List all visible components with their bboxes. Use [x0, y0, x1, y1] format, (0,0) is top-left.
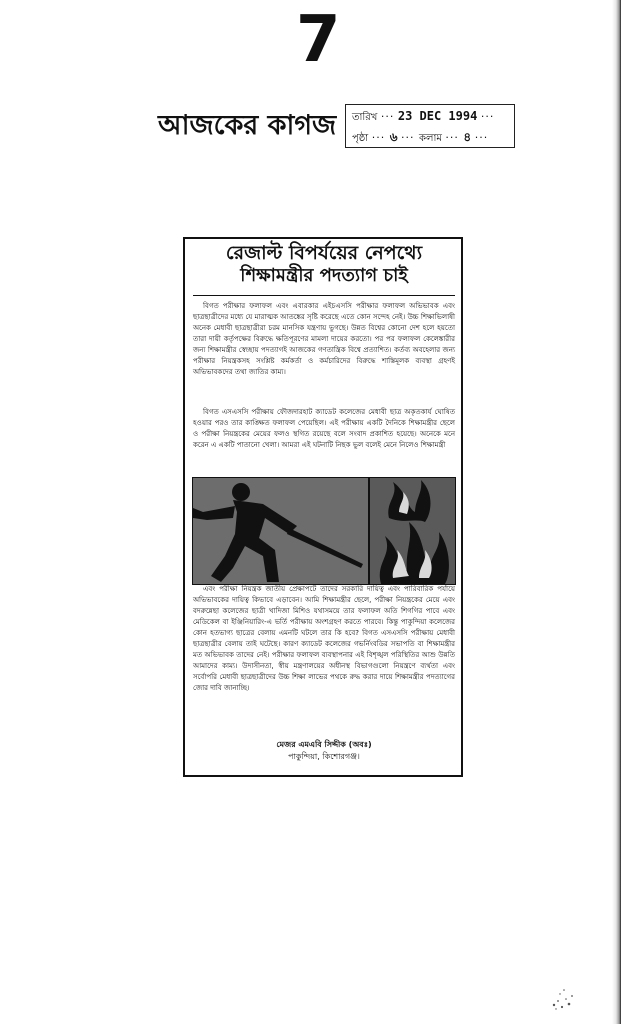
stamp-column-label: কলাম — [419, 133, 442, 144]
handwritten-number: 7 — [296, 3, 339, 77]
stamp-page-row: পৃষ্ঠা ··· ৬ ··· কলাম ··· ৪ ··· — [352, 130, 489, 144]
stamp-page-label: পৃষ্ঠা — [352, 133, 369, 144]
article-signature — [193, 739, 455, 763]
illustration-figure-and-flames — [193, 478, 455, 584]
headline-line-2: শিক্ষামন্ত্রীর পদত্যাগ চাই — [240, 264, 408, 286]
stamp-date-label: তারিখ — [352, 112, 378, 123]
headline-rule — [193, 295, 455, 296]
stamp-page-value: ৬ — [389, 130, 398, 144]
headline-line-1: রেজাল্ট বিপর্যয়ের নেপথ্যে — [225, 242, 423, 264]
article-illustration — [192, 477, 456, 585]
newspaper-clipping — [183, 237, 463, 777]
stamp-date-value: 23 DEC 1994 — [397, 109, 478, 123]
stamp-column-value: ৪ — [463, 130, 472, 144]
article-paragraph-2: বিগত এসএসসি পরীক্ষায় ফৌজদারহাট ক্যাডেট কলেজের মেধাবী ছাত্র অকৃতকার্য ঘোষিত হওয়ার পরও তার কাঙ্ক্ষিত ফলাফল পেয়েছিল। এই পরীক্ষায় একটি দৈনিকে শিক্ষামন্ত্রীর ছেলে ও পরীক্ষা নিয়ন্ত্রকের মেয়ের ফলও স্থগিত রয়েছে বলে সংবাদ প্রকাশিত হয়েছে। অনেকে মনে করেন এ একটি পাতানো খেলা। আমরা এই ঘটনাটি নিছক ভুল বলেই মেনে নিলেও শিক্ষামন্ত্রী — [193, 408, 455, 449]
newspaper-masthead: আজকের কাগজ — [158, 110, 337, 141]
article-paragraph-3: এবং পরীক্ষা নিয়ন্ত্রক জাতীয় প্রেক্ষাপটে তাদের সরকারি দায়িত্ব এবং পারিবারিক পর্যায়ে অভিভাবকের দায়িত্ব কিভাবে এড়াবেন। আমি শিক্ষামন্ত্রীর ছেলে, পরীক্ষা নিয়ন্ত্রকের মেয়ে এবং বদরুন্নেছা কলেজের ছাত্রী খাদিজা মিশিও যথাসময়ে তার ফলাফল অতি শিগগির পাবে এবং মেডিকেল বা ইঞ্জিনিয়ারিং-এ ভর্তি পরীক্ষায় অংশগ্রহণ করতে পারবে। কিন্তু পাকুন্দিয়া কলেজের কোন হতভাগ্য ছাত্রের বেলায় এমনটি ঘটলে তার কি হবে? বিগত এসএসসি পরীক্ষায় মেধাবী ছাত্রছাত্রীর বেলায় তাই ঘটেছে। কারণ ক্যাডেট কলেজের গভর্নিংবডির সভাপতি বা শিক্ষামন্ত্রীর মত অভিভাবক তাদের নেই। পরীক্ষার ফলাফল ব্যবস্থাপনার এই বিশৃঙ্খল পরিস্থিতির আশু উন্নতি আমাদের কাম্য। উদাসীনতা, স্বীয় মন্ত্রণালয়ের অধীনস্থ বিভাগগুলো নিয়ন্ত্রণে ব্যর্থতা এবং সর্বোপরি মেধাবী ছাত্রছাত্রীদের উচ্চ শিক্ষা লাভের পথকে রুদ্ধ করার দায়ে শিক্ষামন্ত্রীর পদত্যাগের জোর দাবি জানাচ্ছি। — [193, 585, 455, 692]
article-paragraph-1: বিগত পরীক্ষার ফলাফল এবং এবারকার এইচএসসি পরীক্ষার ফলাফল অভিভাবক এবং ছাত্রছাত্রীদের মধ্যে যে মারাত্মক আতঙ্কের সৃষ্টি করেছে এতে কোন সন্দেহ নেই। উচ্চ শিক্ষাভিলাষী অনেক মেধাবী ছাত্রছাত্রীরা চরম মানসিক যন্ত্রণায় ভুগছে। উন্নত বিশ্বের কোনো দেশ হলে হয়তো তারা দায়ী কর্তৃপক্ষের বিরুদ্ধে ক্ষতিপূরণের মামলা দায়ের করতো। পর পর ফলাফল কেলেঙ্কারীর জন্য শিক্ষামন্ত্রীর স্বেচ্ছায় পদত্যাগই আজকের গণতান্ত্রিক বিশ্বে প্রত্যাশিত। কর্তব্য অবহেলার জন্য পরীক্ষার নিয়ন্ত্রকসহ সংশ্লিষ্ট কর্মকর্তা ও কর্মচারিদের বিরুদ্ধে শাস্তিমূলক ব্যবস্থা গ্রহণই অভিভাবকদের তথা জাতির কাম্য। — [193, 302, 455, 376]
scan-speck-mark — [548, 985, 576, 1011]
stamp-date-row: তারিখ ··· 23 DEC 1994 ··· — [352, 109, 495, 123]
date-stamp — [345, 104, 515, 148]
author-name: মেজর এমএবি সিদ্দীক (অবঃ) — [276, 740, 372, 749]
page-edge-shadow — [612, 0, 621, 1024]
article-headline — [193, 243, 455, 285]
author-place: পাকুন্দিয়া, কিশোরগঞ্জ। — [288, 752, 360, 761]
